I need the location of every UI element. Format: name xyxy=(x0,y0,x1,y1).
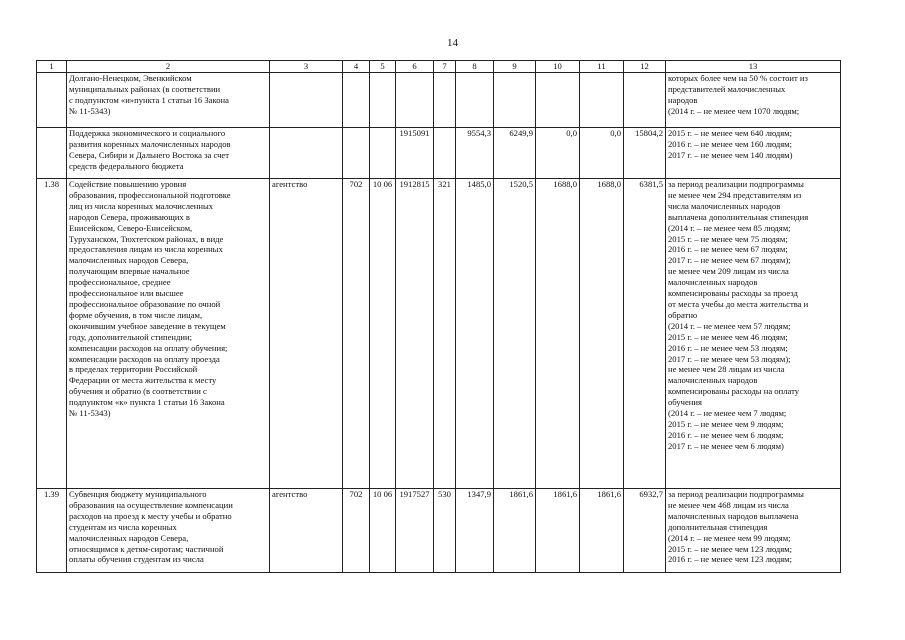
value-2015: 1861,6 xyxy=(494,489,536,573)
vr-code: 321 xyxy=(434,179,456,489)
grbs-code: 702 xyxy=(343,179,370,489)
header-cell: 9 xyxy=(494,61,536,73)
value-2015 xyxy=(494,73,536,128)
rzpr-code: 10 06 xyxy=(370,489,396,573)
page-number: 14 xyxy=(447,37,458,49)
table-row xyxy=(37,128,841,179)
table-row xyxy=(37,73,841,128)
measure-name: Субвенция бюджету муниципального образования на осуществление компенсации расходов на проезд к месту учебы и обратно студентам из числа коренных малочисленных народов Севера, относящимся к детям-сиротам; частичной оплаты обучения студентам из числа xyxy=(67,489,270,573)
program-table xyxy=(36,60,841,573)
value-total xyxy=(624,73,666,128)
value-2017: 1688,0 xyxy=(580,179,624,489)
executor xyxy=(270,73,343,128)
rzpr-code: 10 06 xyxy=(370,179,396,489)
value-2017: 0,0 xyxy=(580,128,624,179)
vr-code: 530 xyxy=(434,489,456,573)
header-cell: 3 xyxy=(270,61,343,73)
measure-name: Поддержка экономического и социального развития коренных малочисленных народов Севера, Сибири и Дальнего Востока за счет средств федерального бюджета xyxy=(67,128,270,179)
header-cell: 4 xyxy=(343,61,370,73)
csr-code: 1912815 xyxy=(396,179,434,489)
row-number: 1.38 xyxy=(37,179,67,489)
value-2017 xyxy=(580,73,624,128)
value-2015: 6249,9 xyxy=(494,128,536,179)
executor: агентство xyxy=(270,489,343,573)
table-row xyxy=(37,179,841,489)
header-cell: 10 xyxy=(536,61,580,73)
header-cell: 12 xyxy=(624,61,666,73)
row-number xyxy=(37,128,67,179)
expected-result: которых более чем на 50 % состоит из представителей малочисленных народов (2014 г. – не менее чем 1070 людям; xyxy=(666,73,841,128)
value-2016 xyxy=(536,73,580,128)
value-total: 6932,7 xyxy=(624,489,666,573)
header-cell: 11 xyxy=(580,61,624,73)
value-2015: 1520,5 xyxy=(494,179,536,489)
header-cell: 7 xyxy=(434,61,456,73)
measure-name: Содействие повышению уровня образования, профессиональной подготовке лиц из числа коренных малочисленных народов Севера, проживающих в Енисейском, Северо-Енисейском, Туруханском, Тюхтетском районах, в виде предоставления лицам из числа коренных малочисленных народов Севера, получающим впервые начальное профессиональное, среднее профессиональное или высшее профессиональное образование по очной форме обучения, в том числе лицам, окончившим учебное заведение в текущем году, дополнительной стипендии; компенсации расходов на оплату обучения; компенсации расходов на оплату проезда в пределах территории Российской Федерации от места жительства к месту обучения и обратно (в соответствии с подпунктом «к» пункта 1 статьи 16 Закона № 11-5343) xyxy=(67,179,270,489)
csr-code: 1915091 xyxy=(396,128,434,179)
header-cell: 5 xyxy=(370,61,396,73)
csr-code: 1917527 xyxy=(396,489,434,573)
expected-result: 2015 г. – не менее чем 640 людям; 2016 г. – не менее чем 160 людям; 2017 г. – не менее чем 140 людям) xyxy=(666,128,841,179)
value-2016: 1861,6 xyxy=(536,489,580,573)
expected-result: за период реализации подпрограммы не менее чем 294 представителям из числа малочисленных народов выплачена дополнительная стипендия (2014 г. – не менее чем 85 людям; 2015 г. – не менее чем 75 людям; 2016 г. – не менее чем 67 людям; 2017 г. – не менее чем 67 людям); не менее чем 209 лицам из числа малочисленных народов компенсированы расходы за проезд от места учебы до места жительства и обратно (2014 г. – не менее чем 57 людям; 2015 г. – не менее чем 46 людям; 2016 г. – не менее чем 53 людям; 2017 г. – не менее чем 53 людям); не менее чем 28 лицам из числа малочисленных народов компенсированы расходы на оплату обучения (2014 г. – не менее чем 7 людям; 2015 г. – не менее чем 9 людям; 2016 г. – не менее чем 6 людям; 2017 г. – не менее чем 6 людям) xyxy=(666,179,841,489)
grbs-code xyxy=(343,128,370,179)
executor: агентство xyxy=(270,179,343,489)
header-cell: 13 xyxy=(666,61,841,73)
value-total: 15804,2 xyxy=(624,128,666,179)
row-number: 1.39 xyxy=(37,489,67,573)
value-total: 6381,5 xyxy=(624,179,666,489)
header-row xyxy=(37,61,841,73)
grbs-code xyxy=(343,73,370,128)
rzpr-code xyxy=(370,73,396,128)
executor xyxy=(270,128,343,179)
value-2014: 1347,9 xyxy=(456,489,494,573)
vr-code xyxy=(434,128,456,179)
value-2014 xyxy=(456,73,494,128)
value-2017: 1861,6 xyxy=(580,489,624,573)
header-cell: 6 xyxy=(396,61,434,73)
table-row xyxy=(37,489,841,573)
value-2016: 0,0 xyxy=(536,128,580,179)
value-2014: 1485,0 xyxy=(456,179,494,489)
grbs-code: 702 xyxy=(343,489,370,573)
row-number xyxy=(37,73,67,128)
csr-code xyxy=(396,73,434,128)
vr-code xyxy=(434,73,456,128)
value-2016: 1688,0 xyxy=(536,179,580,489)
measure-name: Долгано-Ненецком, Эвенкийском муниципальных районах (в соответствии с подпунктом «и»пункта 1 статьи 16 Закона № 11-5343) xyxy=(67,73,270,128)
header-cell: 1 xyxy=(37,61,67,73)
value-2014: 9554,3 xyxy=(456,128,494,179)
rzpr-code xyxy=(370,128,396,179)
header-cell: 2 xyxy=(67,61,270,73)
header-cell: 8 xyxy=(456,61,494,73)
expected-result: за период реализации подпрограммы не менее чем 468 лицам из числа малочисленных народов выплачена дополнительная стипендия (2014 г. – не менее чем 99 людям; 2015 г. – не менее чем 123 людям; 2016 г. – не менее чем 123 людям; xyxy=(666,489,841,573)
